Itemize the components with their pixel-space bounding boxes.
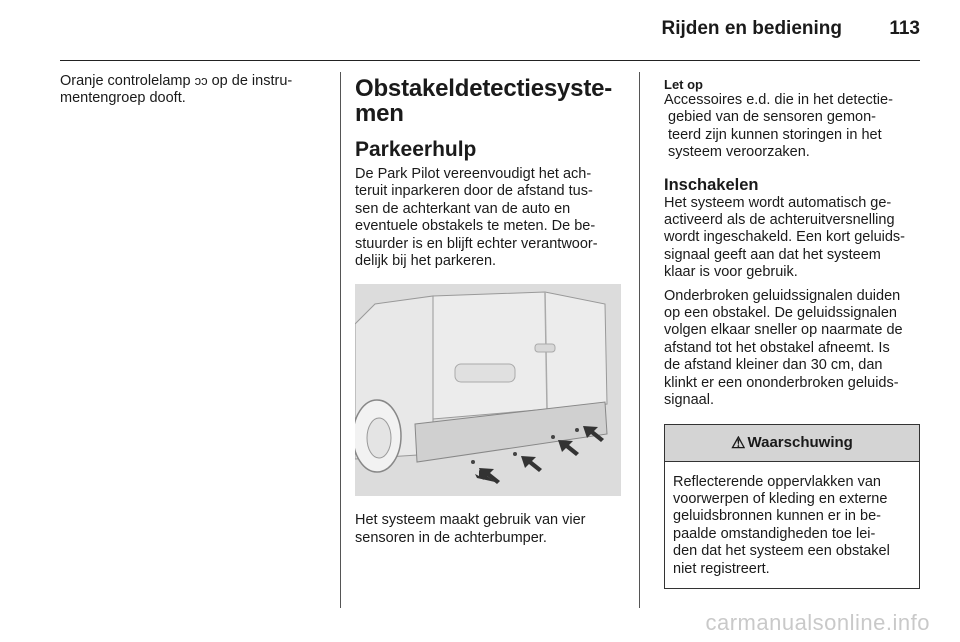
warning-icon: ⚠ xyxy=(731,434,746,452)
intro-paragraph: De Park Pilot vereenvoudigt het ach- teruit inparkeren door de afstand tus- sen de achterkant van de auto en eventuele obstakels te meten. De be- stuurder is en blijft echter verantwoor- delijk bij het parkeren. xyxy=(355,166,598,270)
note-paragraph: Accessoires e.d. die in het detectie- gebied van de sensoren gemon- teerd zijn kunnen storingen in het systeem veroorzaken. xyxy=(664,92,893,161)
figure-caption: Het systeem maakt gebruik van vier sensoren in de achterbumper. xyxy=(355,512,586,546)
column-divider-left xyxy=(340,72,341,608)
column-1 xyxy=(60,72,328,108)
section-title: Obstakeldetectiesyste- men xyxy=(355,75,613,127)
warning-header xyxy=(665,425,919,462)
header-rule xyxy=(60,60,920,61)
column-3 xyxy=(664,72,922,589)
page-number: 113 xyxy=(889,18,920,39)
warning-body: Reflecterende oppervlakken van voorwerpen of kleding en externe geluidsbronnen kunnen er in be- paalde omstandigheden toe lei- den dat het systeem een obstakel niet registreert. xyxy=(673,473,890,577)
column-divider-right xyxy=(639,72,640,608)
watermark: carmanualsonline.info xyxy=(705,610,930,635)
paragraph-signals: Onderbroken geluidssignalen duiden op een obstakel. De geluidssignalen volgen elkaar sneller op naarmate de afstand tot het obstakel afneemt. Is de afstand kleiner dan 30 cm, dan klinkt er een ononderbroken geluids- signaal. xyxy=(664,287,903,409)
col1-paragraph: Oranje controlelamp ↄↄ op de instru- mentengroep dooft. xyxy=(60,73,293,107)
subsection-title: Parkeerhulp xyxy=(355,138,477,161)
warning-title: Waarschuwing xyxy=(747,434,853,451)
rear-bumper-sensors-illustration xyxy=(355,284,621,496)
warning-box xyxy=(664,424,920,589)
column-2 xyxy=(355,72,625,547)
van-rear-drawing xyxy=(355,284,621,496)
park-pilot-warning-icon: ↄↄ xyxy=(194,73,208,88)
page-header-title: Rijden en bediening xyxy=(661,18,842,39)
note-label: Let op xyxy=(664,77,703,92)
section-heading-inschakelen: Inschakelen xyxy=(664,175,759,194)
paragraph-activation: Het systeem wordt automatisch ge- activeerd als de achteruitversnelling wordt ingeschakeld. Een kort geluids- signaal geeft aan dat het systeem klaar is voor gebruik. xyxy=(664,194,905,281)
